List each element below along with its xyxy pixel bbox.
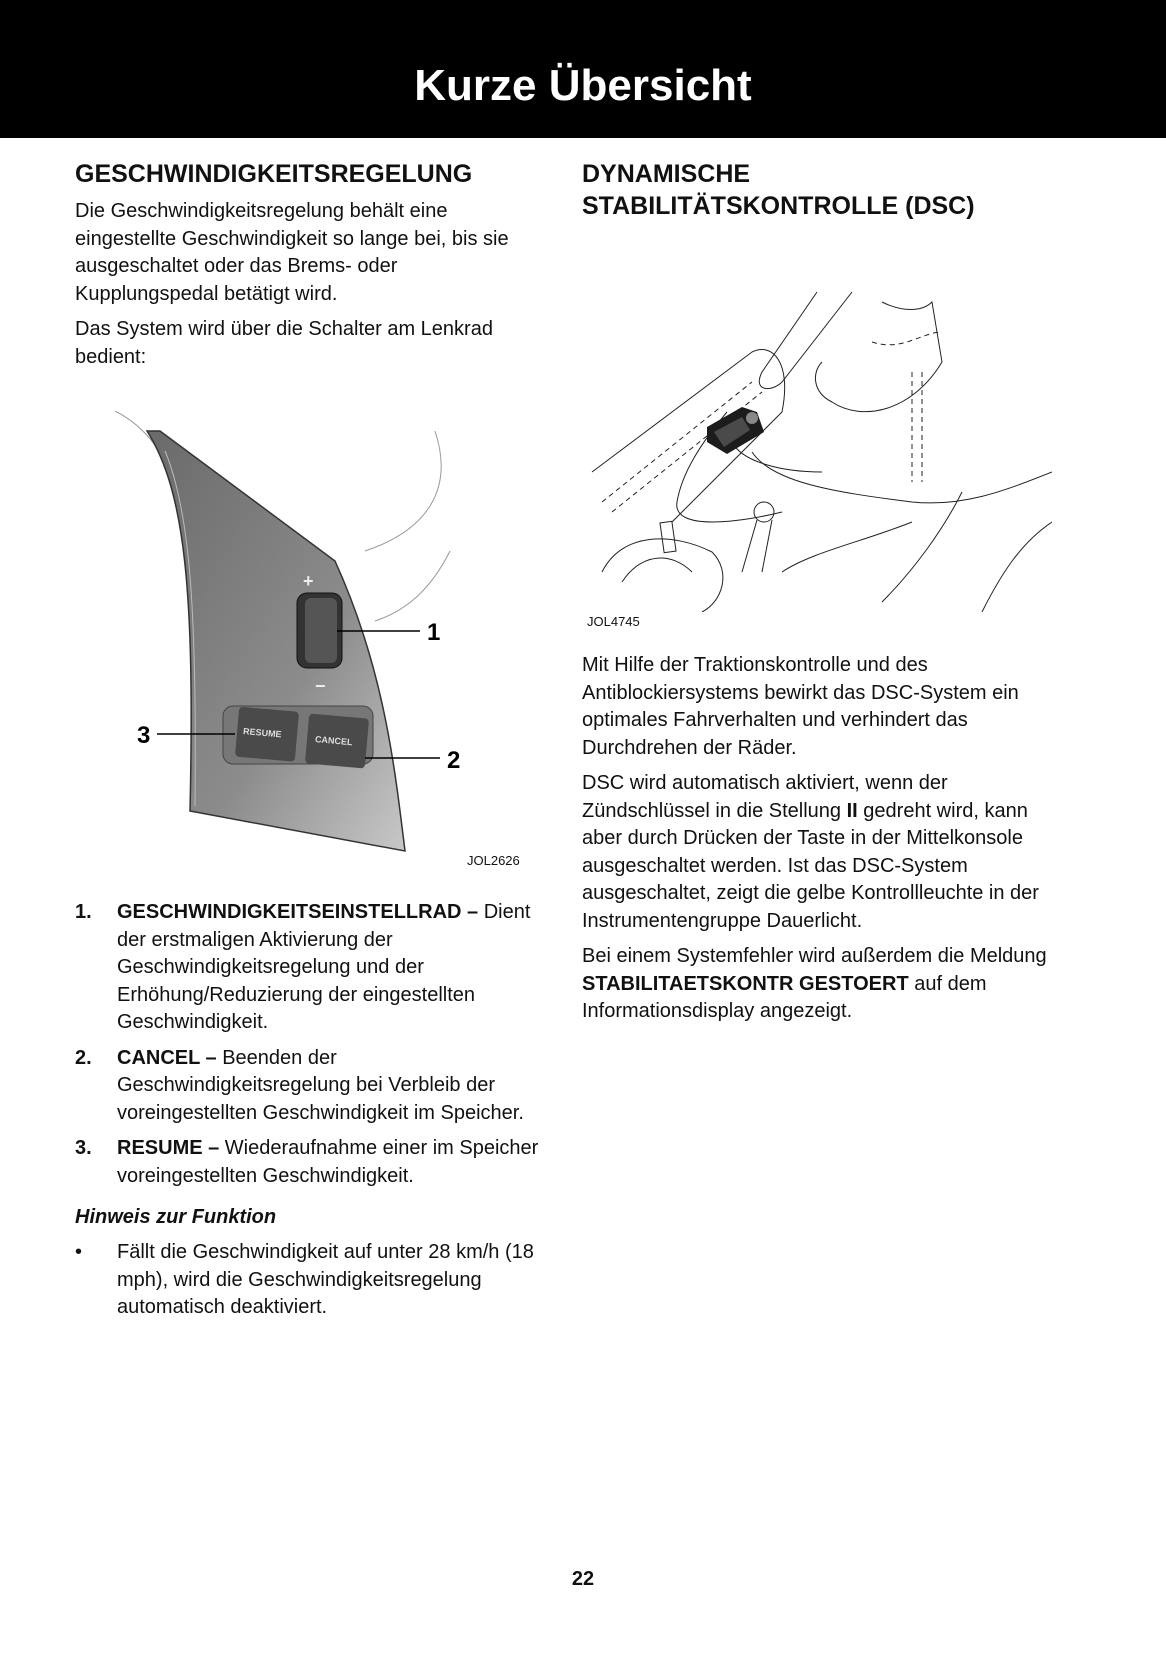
paragraph: Mit Hilfe der Traktionskontrolle und des Antiblockiersystems bewirkt das DSC-System ein optimales Fahrverhalten und verhindert das Durchdrehen der Räder. (582, 654, 1019, 759)
text-run: gedreht wird, kann aber durch Drücken der Taste in der Mittelkonsole ausgeschaltet werden. Ist das DSC-System ausgeschaltet, zeigt die gelbe Kontrollleuchte in der Instrumentengruppe Dauerlicht. (582, 799, 1039, 932)
item-title: CANCEL – (117, 1046, 217, 1069)
display-message: STABILITAETSKONTR GESTOERT (582, 972, 909, 995)
resume-button-label: RESUME (242, 726, 282, 740)
bullet-text: Fällt die Geschwindigkeit auf unter 28 km/h (18 mph), wird die Geschwindigkeitsregelung automatisch deaktiviert. (117, 1241, 534, 1318)
item-title: GESCHWINDIGKEITSEINSTELLRAD – (117, 901, 479, 923)
center-console-drawing (582, 272, 1052, 612)
text-run: DSC wird automatisch aktiviert, wenn der Zündschlüssel in die Stellung (582, 772, 948, 822)
paragraph (582, 943, 1052, 1026)
callout-2: 2 (447, 747, 461, 774)
paragraph (582, 770, 1052, 935)
list-item (75, 899, 540, 1037)
right-column (582, 158, 1052, 1034)
figure-reference: JOL2626 (467, 853, 520, 868)
item-text: Wiederaufnahme einer im Speicher voreingestellten Geschwindigkeit. (117, 1137, 539, 1187)
svg-text:+: + (303, 571, 314, 591)
item-title: RESUME – (117, 1137, 220, 1159)
item-number: 3. (75, 1137, 92, 1159)
bullet-list (75, 1239, 540, 1322)
dsc-switch-illustration (582, 272, 1052, 652)
bullet-item (75, 1239, 540, 1322)
page-title: Kurze Übersicht (414, 61, 752, 110)
item-text: Dient der erstmaligen Aktivierung der Geschwindigkeitsregelung und der Erhöhung/Reduzierung der eingestellten Geschwindigkeit. (117, 901, 531, 1033)
svg-text:−: − (315, 676, 326, 696)
ignition-position: II (846, 799, 858, 822)
item-number: 2. (75, 1046, 92, 1069)
cancel-button-label: CANCEL (314, 734, 353, 748)
note-heading: Hinweis zur Funktion (75, 1206, 277, 1228)
paragraph: Das System wird über die Schalter am Lenkrad bedient: (75, 318, 493, 368)
section-heading-dsc: DYNAMISCHE STABILITÄTSKONTROLLE (DSC) (582, 160, 975, 220)
list-item (75, 1135, 540, 1190)
page-header (0, 0, 1166, 138)
steering-wheel-switch-drawing (75, 411, 540, 881)
text-run: auf dem Informationsdisplay angezeigt. (582, 972, 987, 1022)
list-item (75, 1045, 540, 1128)
callout-3: 3 (137, 722, 151, 749)
text-run: Bei einem Systemfehler wird außerdem die Meldung (582, 945, 1047, 967)
steering-wheel-switch-illustration (75, 411, 540, 881)
item-number: 1. (75, 901, 92, 923)
section-heading-cruise-control: GESCHWINDIGKEITSREGELUNG (75, 160, 473, 188)
numbered-list (75, 899, 540, 1190)
callout-1: 1 (427, 619, 441, 646)
left-column (75, 158, 540, 1322)
page-number: 22 (571, 1568, 595, 1590)
paragraph: Die Geschwindigkeitsregelung behält eine eingestellte Geschwindigkeit so lange bei, bis sie ausgeschaltet oder das Brems- oder Kupplungspedal betätigt wird. (75, 200, 509, 305)
item-text: Beenden der Geschwindigkeitsregelung bei Verbleib der voreingestellten Geschwindigkeit im Speicher. (117, 1046, 524, 1124)
figure-reference: JOL4745 (587, 614, 640, 629)
bullet-marker: • (75, 1241, 83, 1263)
